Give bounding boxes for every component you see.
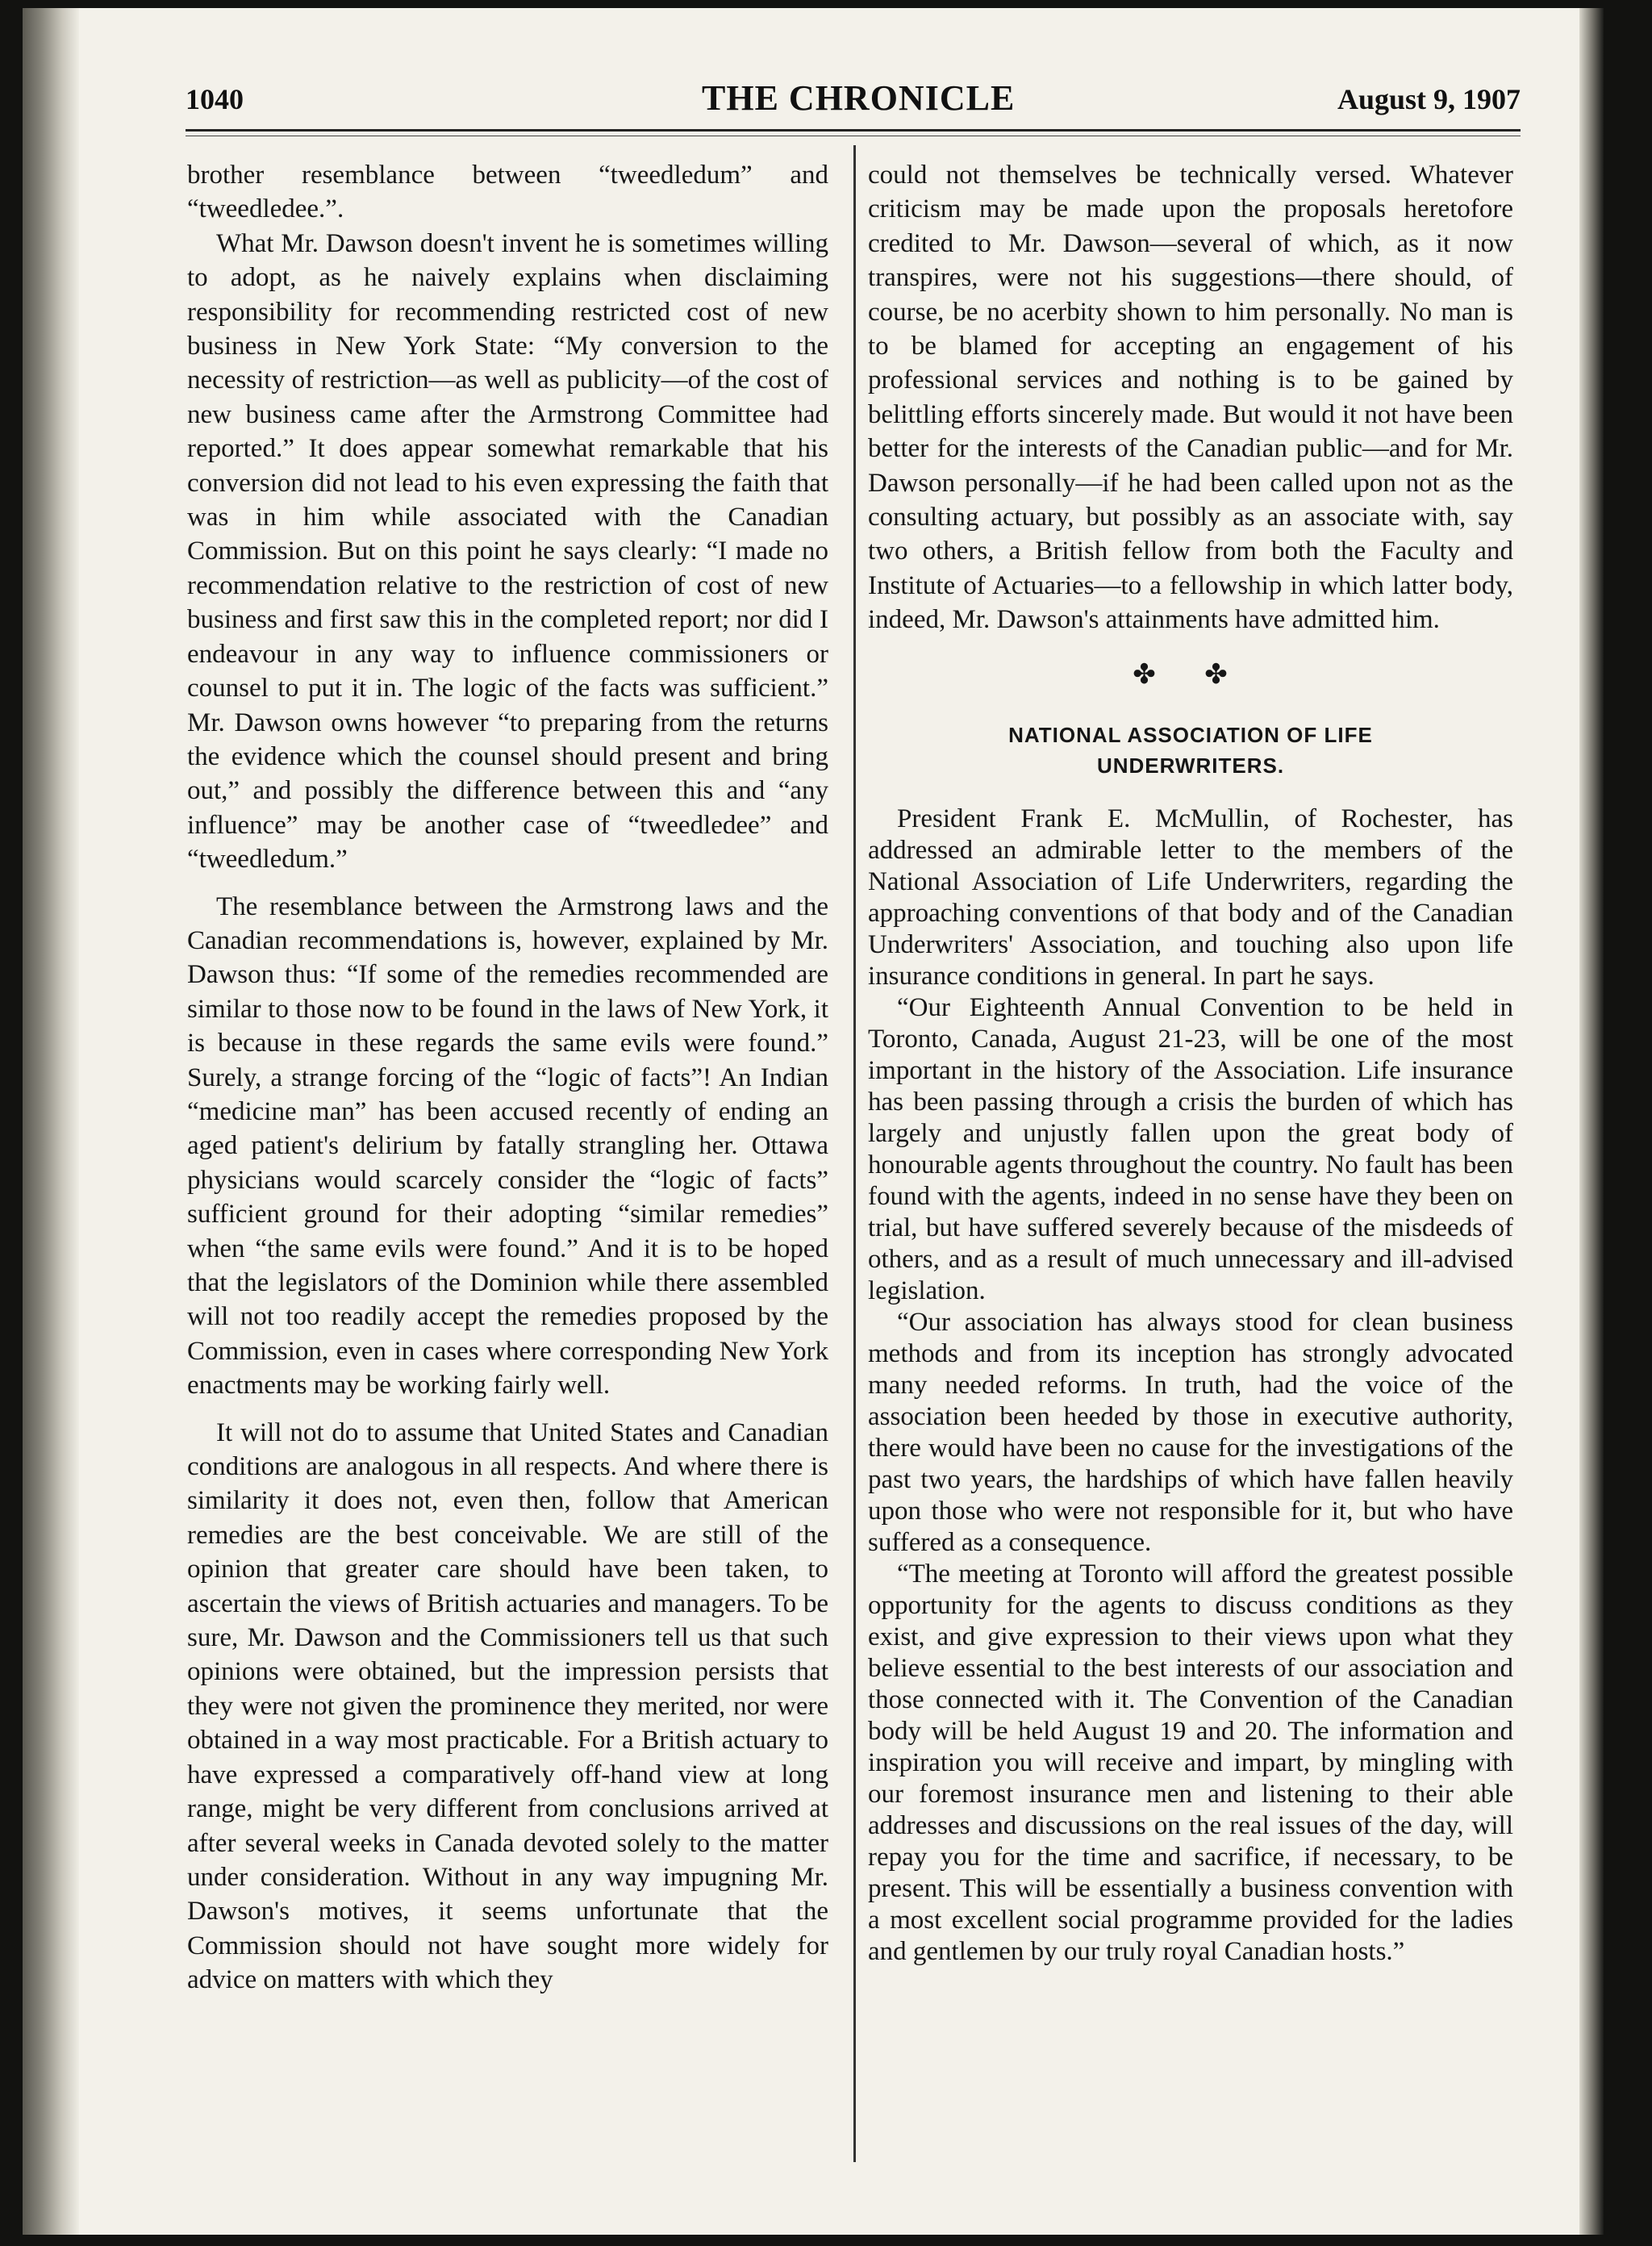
article-heading-line-2: UNDERWRITERS. <box>1096 754 1285 779</box>
right-paragraph-1: could not themselves be technically versed. Whatever criticism may be made upon the proposals heretofore credited to Mr. Dawson—several of which, as it now transpires, were not his suggestions—there should, of course, be no acerbity shown to him personally. No man is to be blamed for accepting an engagement of his professional services and nothing is to be gained by belittling efforts sincerely made. But would it not have been better for the interests of the Canadian public—and for Mr. Dawson personally—if he had been called upon not as the consulting actuary, but possibly as an associate with, say two others, a British fellow from both the Faculty and Institute of Actuaries—to a fellowship in which latter body, indeed, Mr. Dawson's attainments have admitted him. <box>868 161 1513 635</box>
section-ornament: ✤ ✤ <box>1133 659 1249 690</box>
header-rule <box>186 129 1521 132</box>
binding-shadow <box>23 8 79 2235</box>
issue-date: August 9, 1907 <box>1337 83 1521 115</box>
right-column <box>868 158 1513 1968</box>
right-paragraph-2: President Frank E. McMullin, of Rochester, has addressed an admirable letter to the members of the National Association of Life Underwriters, regarding the approaching conventions of that body and of the Canadian Underwriters' Association, and touching also upon life insurance conditions in general. In part he says. <box>868 804 1513 991</box>
article-heading-line-1: NATIONAL ASSOCIATION OF LIFE <box>1008 723 1373 748</box>
left-paragraph-4: It will not do to assume that United States and Canadian conditions are analogous in all respects. And where there is similarity it does not, even then, follow that American remedies are the best conceivable. We are still of the opinion that greater care should have been taken, to ascertain the views of British actuaries and managers. To be sure, Mr. Dawson and the Commissioners tell us that such opinions were obtained, but the impression persists that they were not given the prominence they merited, nor were obtained in a way most practicable. For a British actuary to have expressed a comparatively off-hand view at long range, might be very different from conclusions arrived at after several weeks in Canada devoted solely to the matter under consideration. Without in any way impugning Mr. Dawson's motives, it seems unfortunate that the Commission should not have sought more widely for advice on matters with which they <box>187 1417 828 1995</box>
column-divider <box>853 145 856 2162</box>
right-paragraph-4: “Our association has always stood for clean business methods and from its inception has strongly advocated many needed reforms. In truth, had the voice of the association been heeded by those in executive authority, there would have been no cause for the investigations of the past two years, the hardships of which have fallen heavily upon those who were not responsible for it, but who have suffered as a consequence. <box>868 1308 1513 1558</box>
left-paragraph-1: brother resemblance between “tweedledum” and “tweedledee.”. <box>187 161 828 224</box>
page-number: 1040 <box>186 83 244 115</box>
left-paragraph-2: What Mr. Dawson doesn't invent he is sometimes willing to adopt, as he naively explains when disclaiming responsibility for recommending restricted cost of new business in New York State: “My conversion to the necessity of restriction—as well as publicity—of the cost of new business came after the Armstrong Committee had reported.” It does appear somewhat remarkable that his conversion did not lead to his even expressing the faith that was in him while associated with the Canadian Commission. But on this point he says clearly: “I made no recommendation relative to the restriction of cost of new business and first saw this in the completed report; nor did I endeavour in any way to influence commissioners or counsel to put it in. The logic of the facts was sufficient.” Mr. Dawson owns however “to preparing from the returns the evidence which the counsel should present and bring out,” and possibly the difference between this and “any influence” may be another case of “tweedledee” and “tweedledum.” <box>187 228 828 875</box>
publication-title: THE CHRONICLE <box>702 78 1016 118</box>
page-header <box>186 77 1521 126</box>
left-column <box>187 158 828 1998</box>
right-paragraph-3: “Our Eighteenth Annual Convention to be held in Toronto, Canada, August 21-23, will be one of the most important in the history of the Association. Life insurance has been passing through a crisis the burden of which has largely and unjustly fallen upon the great body of honourable agents throughout the country. No fault has been found with the agents, indeed in no sense have they been on trial, but have suffered severely because of the misdeeds of others, and as a result of much unnecessary and ill-advised legislation. <box>868 993 1513 1306</box>
page-edge-shadow <box>1579 8 1604 2235</box>
article-heading <box>868 720 1513 781</box>
right-paragraph-5: “The meeting at Toronto will afford the greatest possible opportunity for the agents to discuss conditions as they exist, and give expression to their views upon what they believe essential to the best interests of our association and those connected with it. The Convention of the Canadian body will be held August 19 and 20. The information and inspiration you will receive and impart, by mingling with our foremost insurance men and listening to their able addresses and discussions on the real issues of the day, will repay you for the time and sacrifice, if necessary, to be present. This will be essentially a business convention with a most excellent social programme provided for the ladies and gentlemen by our truly royal Canadian hosts.” <box>868 1559 1513 1967</box>
left-paragraph-3: The resemblance between the Armstrong laws and the Canadian recommendations is, however, explained by Mr. Dawson thus: “If some of the remedies recommended are similar to those now to be found in the laws of New York, it is because in these regards the same evils were found.” Surely, a strange forcing of the “logic of facts”! An Indian “medicine man” has been accused recently of ending an aged patient's delirium by fatally strangling her. Ottawa physicians would scarcely consider the “logic of facts” sufficient ground for their adopting “similar remedies” when “the same evils were found.” And it is to be hoped that the legislators of the Dominion while there assembled will not too readily accept the remedies proposed by the Commission, even in cases where corresponding New York enactments may be working fairly well. <box>187 891 828 1401</box>
